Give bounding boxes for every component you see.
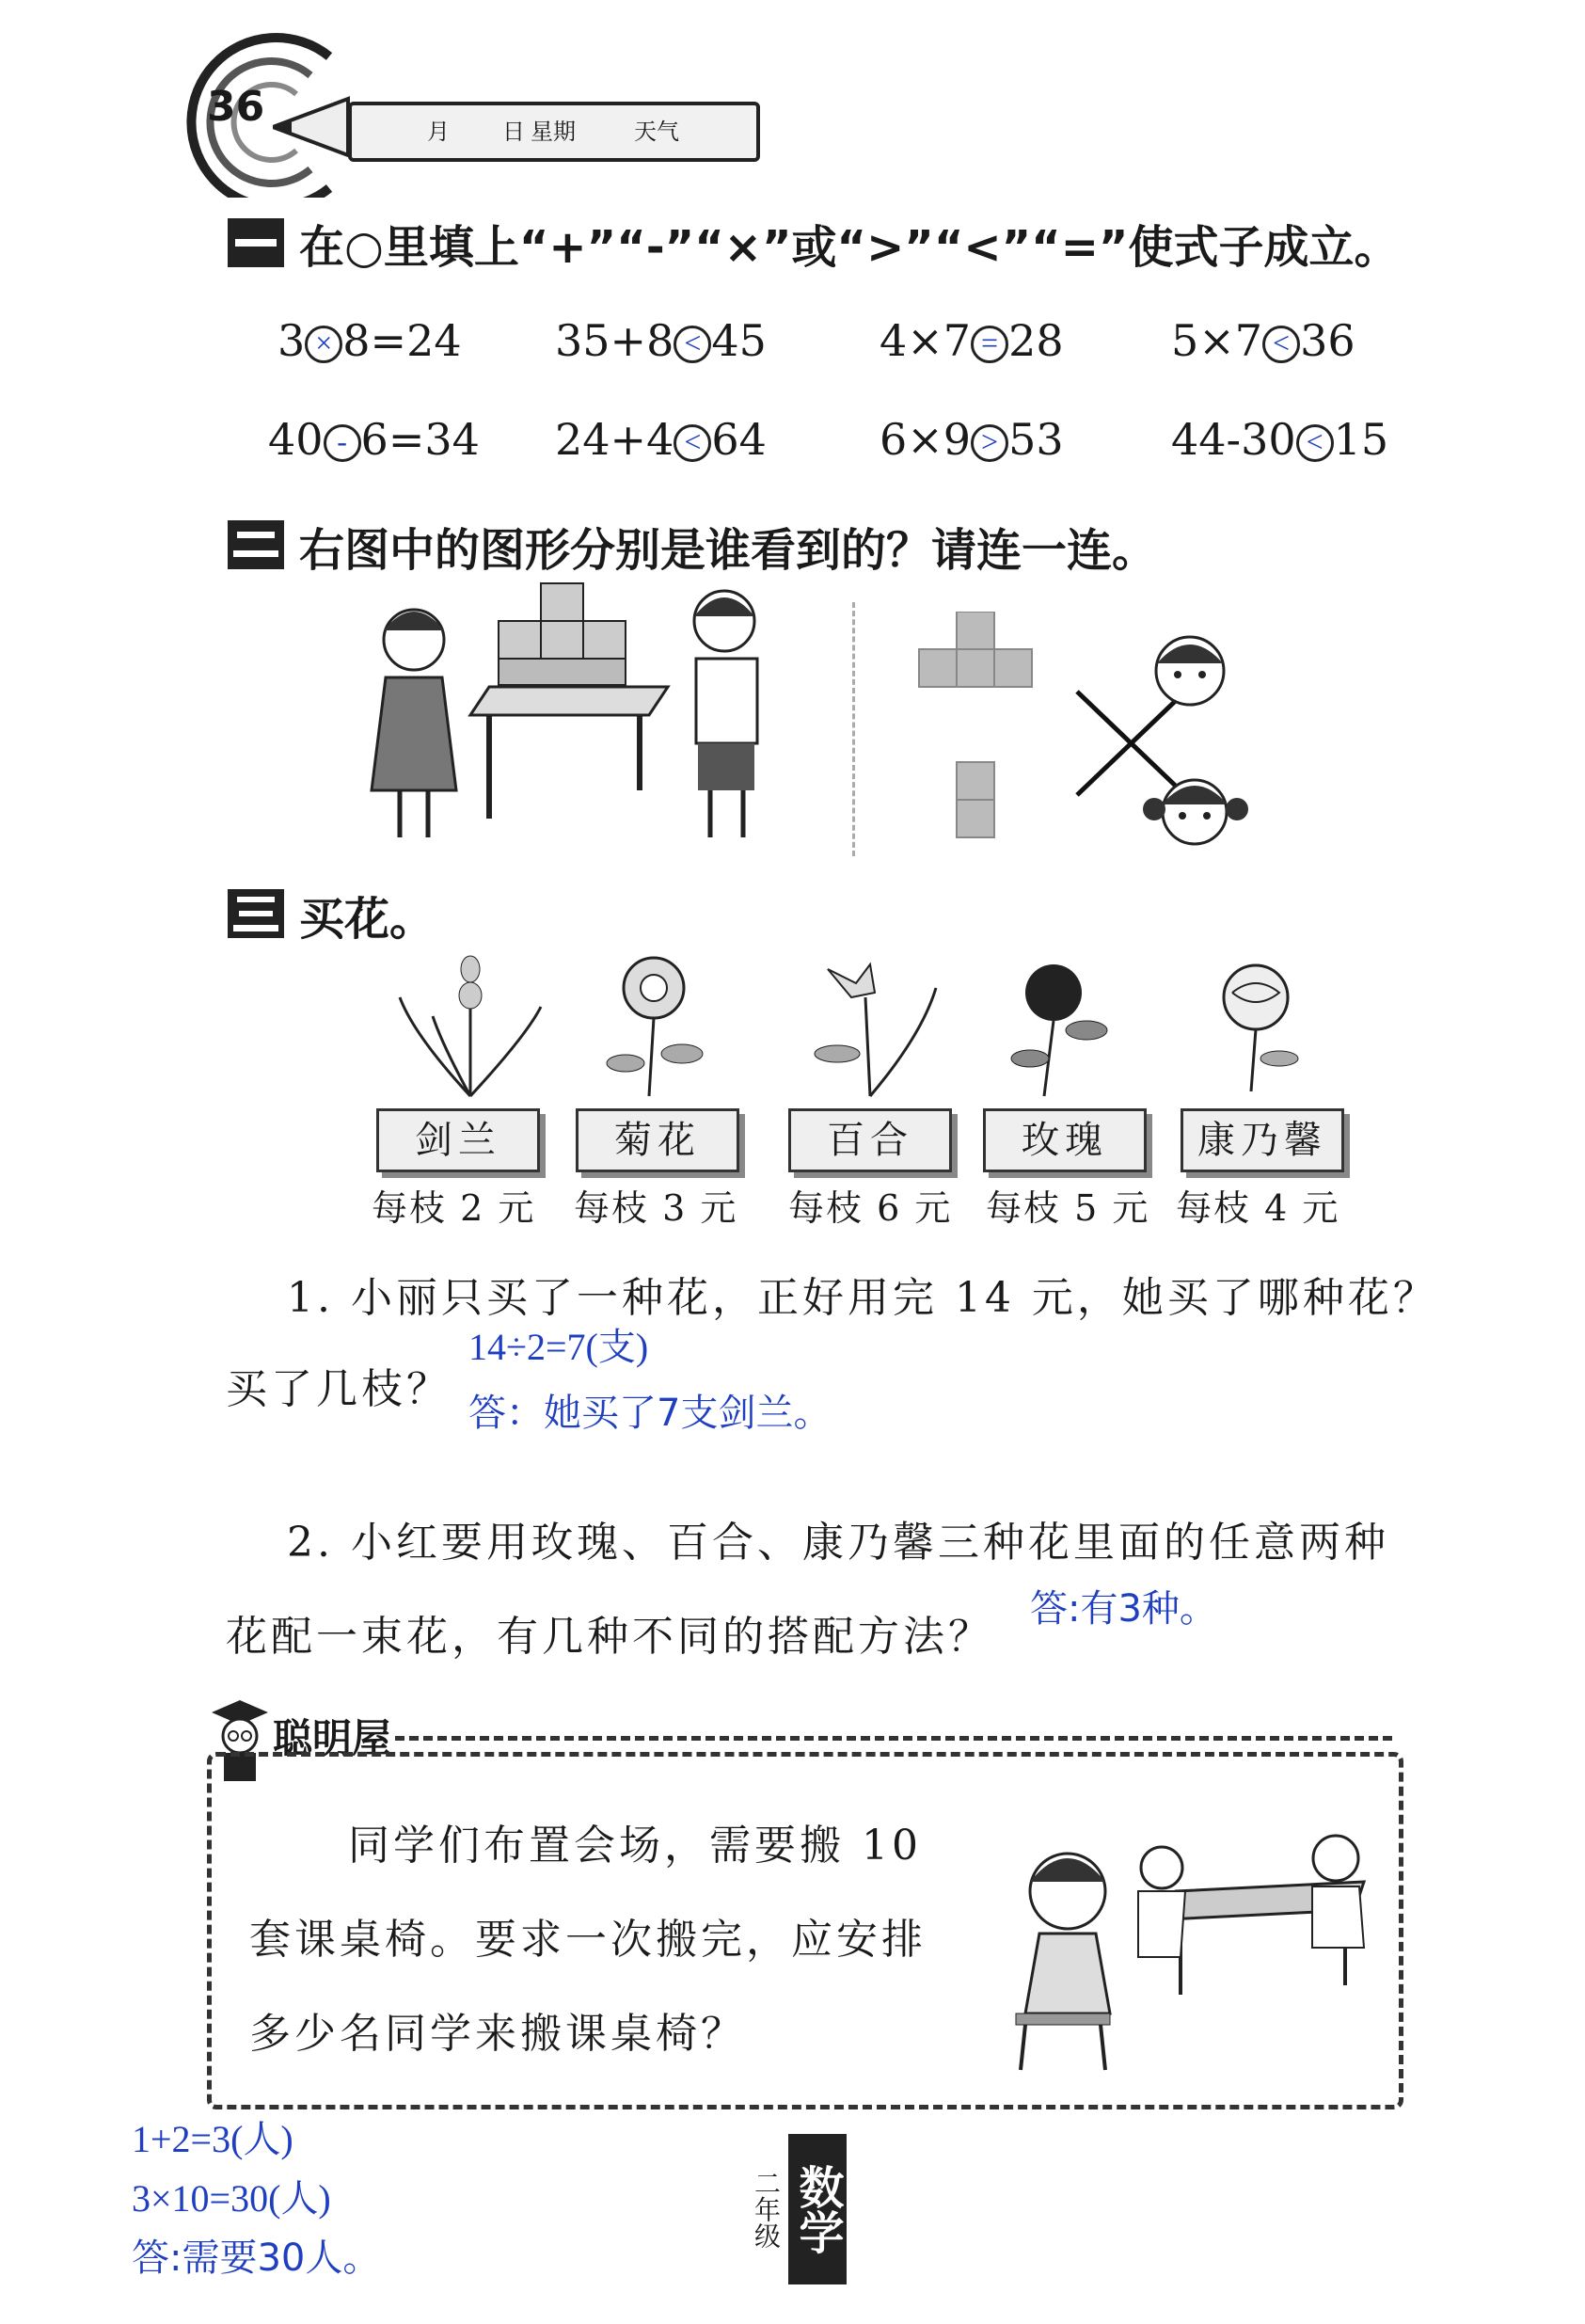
question-2-answer: 答:有3种。 (1030, 1587, 1217, 1631)
equation-1-1 (277, 315, 462, 366)
month-label: 月 (427, 119, 450, 145)
carnation-flower-icon (1195, 955, 1326, 1096)
section1-number-icon (228, 218, 284, 267)
equation-left: 35+8 (555, 315, 674, 366)
weather-label: 天气 (634, 119, 679, 145)
girl-face-icon (1143, 767, 1256, 852)
equation-left: 44-30 (1171, 414, 1296, 465)
smart-house-top-border (395, 1736, 1392, 1741)
question-2-line1: 2. 小红要用玫瑰、百合、康乃馨三种花里面的任意两种 (287, 1519, 1389, 1567)
lily-flower-icon (800, 960, 941, 1101)
equation-1-4 (1171, 315, 1355, 366)
flower-label-chrysanthemum: 菊花 (576, 1108, 739, 1172)
view-shapes-diagram (917, 612, 1049, 847)
section2-title: 右图中的图形分别是谁看到的？请连一连。 (299, 524, 1158, 577)
pencil-tip-icon (273, 94, 357, 160)
date-weather-bar (348, 102, 760, 162)
equation-left: 24+4 (555, 414, 674, 465)
equation-2-3 (880, 414, 1064, 465)
page-number: 36 (207, 83, 265, 131)
equation-right: 28 (1008, 315, 1064, 366)
answer-circle[interactable] (971, 326, 1008, 363)
equation-right: 64 (711, 414, 767, 465)
equation-left: 40 (268, 414, 324, 465)
subject-label: 数学 (788, 2134, 847, 2284)
answer-circle[interactable] (1296, 424, 1334, 462)
answer-circle[interactable] (674, 326, 711, 363)
equation-1-3 (880, 315, 1064, 366)
flower-price-carnation: 每枝 4 元 (1176, 1187, 1340, 1229)
question-1-calc: 14÷2=7(支) (468, 1326, 649, 1368)
weekday-label: 星期 (531, 119, 576, 145)
gladiolus-flower-icon (395, 941, 546, 1101)
grade-label: 二年级 (751, 2170, 782, 2249)
handwritten-answer: - (337, 424, 347, 458)
equation-2-4 (1171, 414, 1388, 465)
equation-1-2 (555, 315, 767, 366)
flower-label-carnation: 康乃馨 (1181, 1108, 1344, 1172)
equation-left: 4×7 (880, 315, 972, 366)
handwritten-answer: < (1273, 326, 1291, 359)
equation-right: 45 (711, 315, 767, 366)
smart-house-answer-line3: 答:需要30人。 (132, 2236, 381, 2280)
answer-circle[interactable] (305, 326, 342, 363)
equation-right: 36 (1300, 315, 1355, 366)
smart-house-line1: 同学们布置会场，需要搬 10 (348, 1822, 922, 1870)
answer-circle[interactable] (674, 424, 711, 462)
chrysanthemum-flower-icon (593, 950, 724, 1101)
flower-price-rose: 每枝 5 元 (986, 1187, 1150, 1229)
day-label: 日 (502, 119, 525, 145)
equation-right: 6=34 (360, 414, 480, 465)
equation-right: 8=24 (342, 315, 462, 366)
handwritten-answer: > (981, 424, 999, 458)
smart-house-line3: 多少名同学来搬课桌椅？ (249, 2010, 746, 2058)
divider-line (852, 602, 855, 856)
question-1-answer: 答：她买了7支剑兰。 (468, 1392, 832, 1435)
answer-circle[interactable] (971, 424, 1008, 462)
boy-face-icon (1138, 626, 1242, 710)
equation-2-2 (555, 414, 767, 465)
children-table-illustration (357, 574, 828, 856)
section2-number-icon (228, 520, 284, 569)
flower-price-lily: 每枝 6 元 (788, 1187, 953, 1229)
students-carrying-desk-illustration (997, 1825, 1373, 2079)
flower-label-lily: 百合 (788, 1108, 952, 1172)
handwritten-answer: × (315, 326, 333, 359)
smart-house-answer-line2: 3×10=30(人) (132, 2177, 331, 2220)
question-1-line1: 1. 小丽只买了一种花，正好用完 14 元，她买了哪种花？ (287, 1274, 1438, 1322)
question-2-line2: 花配一束花，有几种不同的搭配方法？ (226, 1613, 993, 1661)
smart-house-line2: 套课桌椅。要求一次搬完，应安排 (249, 1916, 927, 1964)
handwritten-answer: < (1306, 424, 1323, 458)
equation-left: 6×9 (880, 414, 972, 465)
equation-2-1 (268, 414, 480, 465)
section3-title: 买花。 (299, 893, 436, 946)
question-1-line2: 买了几枝？ (226, 1365, 452, 1413)
handwritten-answer: = (981, 326, 999, 359)
section3-number-icon (228, 889, 284, 938)
rose-flower-icon (997, 955, 1129, 1101)
smart-house-title: 聪明屋 (273, 1715, 392, 1761)
flower-price-gladiolus: 每枝 2 元 (372, 1187, 536, 1229)
flower-label-rose: 玫瑰 (983, 1108, 1147, 1172)
equation-left: 5×7 (1171, 315, 1263, 366)
equation-right: 15 (1333, 414, 1389, 465)
smart-house-answer-line1: 1+2=3(人) (132, 2118, 293, 2160)
handwritten-answer: < (684, 326, 702, 359)
equation-left: 3 (277, 315, 306, 366)
grade-subject-tag (743, 2134, 847, 2284)
flower-label-gladiolus: 剑兰 (376, 1108, 540, 1172)
section1-title: 在○里填上“+”“-”“×”或“>”“<”“=”使式子成立。 (299, 221, 1400, 274)
handwritten-answer: < (684, 424, 702, 458)
flower-price-chrysanthemum: 每枝 3 元 (574, 1187, 738, 1229)
answer-circle[interactable] (324, 424, 361, 462)
equation-right: 53 (1008, 414, 1064, 465)
answer-circle[interactable] (1262, 326, 1300, 363)
